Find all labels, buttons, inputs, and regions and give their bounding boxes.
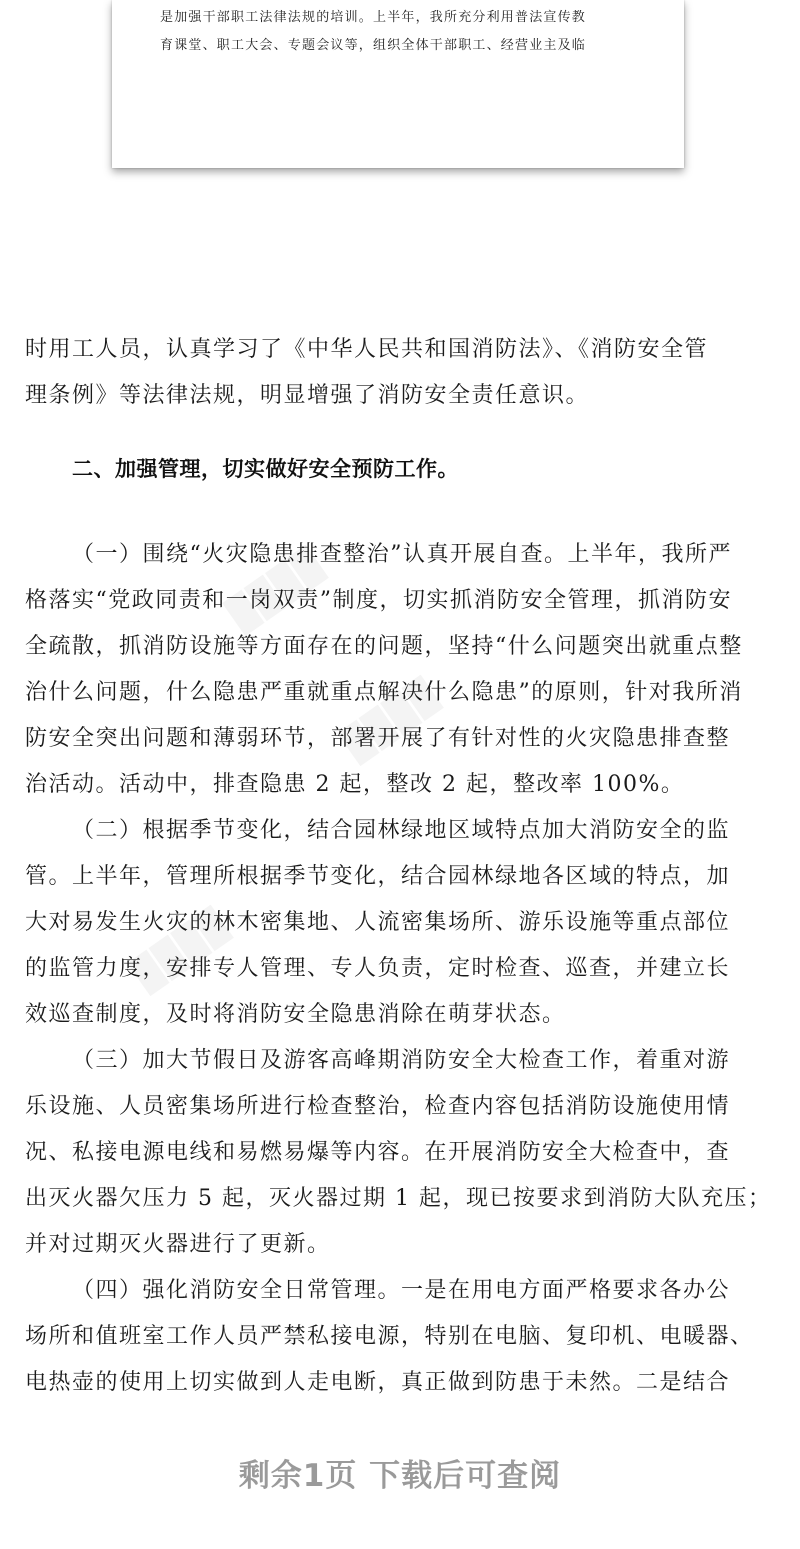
text-line: 乐设施、人员密集场所进行检查整治，检查内容包括消防设施使用情 — [25, 1094, 731, 1119]
section-heading: 二、加强管理，切实做好安全预防工作。 — [72, 457, 459, 481]
text-line: （三）加大节假日及游客高峰期消防安全大检查工作，着重对游 — [72, 1048, 731, 1073]
text-line: 况、私接电源电线和易燃易爆等内容。在开展消防安全大检查中，查 — [25, 1140, 731, 1165]
text-line: 全疏散，抓消防设施等方面存在的问题，坚持“什么问题突出就重点整 — [25, 634, 743, 659]
watermark: ▉▉▉▉ — [222, 543, 332, 637]
text-line: 时用工人员，认真学习了《中华人民共和国消防法》、《消防安全管 — [25, 337, 709, 362]
preview-line-1: 是加强干部职工法律法规的培训。上半年，我所充分利用普法宣传教 — [160, 10, 587, 25]
text-line: 格落实“党政同责和一岗双责”制度，切实抓消防安全管理，抓消防安 — [25, 588, 732, 613]
text-line: 大对易发生火灾的林木密集地、人流密集场所、游乐设施等重点部位 — [25, 910, 731, 935]
page-preview-card — [112, 0, 684, 168]
text-line: 治活动。活动中，排查隐患 2 起，整改 2 起，整改率 100%。 — [25, 772, 685, 797]
text-line: （二）根据季节变化，结合园林绿地区域特点加大消防安全的监 — [72, 818, 731, 843]
preview-line-2: 育课堂、职工大会、专题会议等，组织全体干部职工、经营业主及临 — [160, 38, 587, 53]
text-line: （一）围绕“火灾隐患排查整治”认真开展自查。上半年，我所严 — [72, 542, 732, 567]
text-line: 的监管力度，安排专人管理、专人负责，定时检查、巡查，并建立长 — [25, 956, 731, 981]
text-line: 理条例》等法律法规，明显增强了消防安全责任意识。 — [25, 383, 590, 408]
text-line: 治什么问题，什么隐患严重就重点解决什么隐患”的原则，针对我所消 — [25, 680, 743, 705]
text-line: 效巡查制度，及时将消防安全隐患消除在萌芽状态。 — [25, 1002, 566, 1027]
text-line: 电热壶的使用上切实做到人走电断，真正做到防患于未然。二是结合 — [25, 1370, 731, 1395]
download-to-view-notice[interactable]: 剩余1页 下载后可查阅 — [238, 1458, 562, 1494]
text-line: 防安全突出问题和薄弱环节，部署开展了有针对性的火灾隐患排查整 — [25, 726, 731, 751]
text-line: 管。上半年，管理所根据季节变化，结合园林绿地各区域的特点，加 — [25, 864, 731, 889]
text-line: 出灭火器欠压力 5 起，灭火器过期 1 起，现已按要求到消防大队充压； — [25, 1186, 772, 1211]
watermark: ▉▉▉▉ — [337, 673, 447, 767]
text-line: 并对过期灭火器进行了更新。 — [25, 1232, 331, 1257]
text-line: （四）强化消防安全日常管理。一是在用电方面严格要求各办公 — [72, 1278, 731, 1303]
text-line: 场所和值班室工作人员严禁私接电源，特别在电脑、复印机、电暖器、 — [25, 1324, 754, 1349]
watermark: ▉▉▉▉ — [127, 903, 237, 997]
